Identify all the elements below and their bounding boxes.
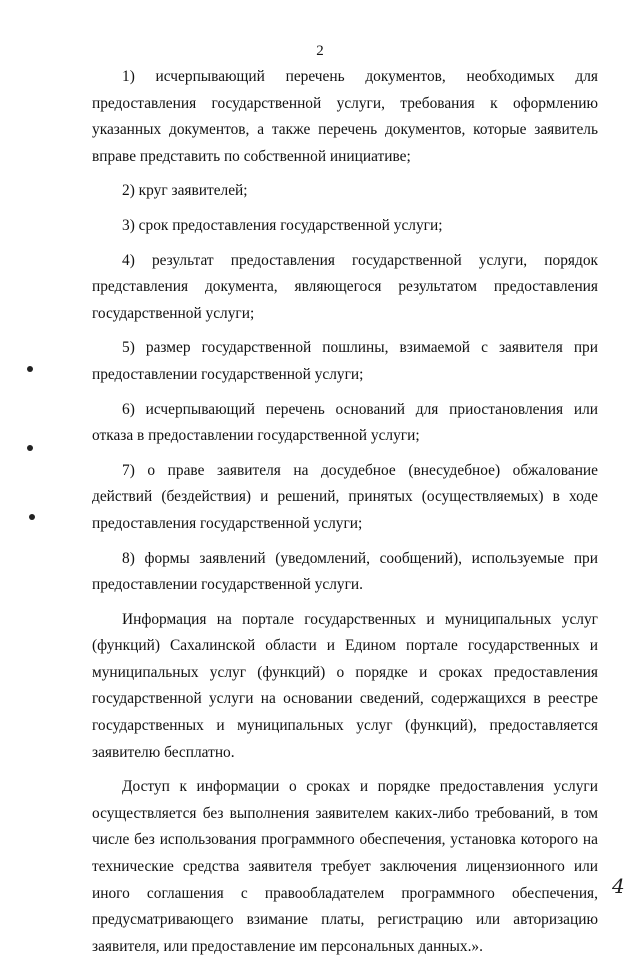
document-body (92, 64, 598, 968)
list-item-6: 6) исчерпывающий перечень оснований для приостановления или отказа в предоставлении государственной услуги; (92, 400, 598, 445)
list-item-4: 4) результат предоставления государственной услуги, порядок представления документа, являющегося результатом предоставления государственной услуги; (92, 251, 598, 322)
handwritten-sheet-number: 4 (612, 874, 625, 898)
binder-hole-mark-middle (27, 445, 33, 451)
access-info-paragraph: Доступ к информации о сроках и порядке предоставления услуги осуществляется без выполнения заявителем каких-либо требований, в том числе без использования программного обеспечения, установка которого на технические средства заявителя требует заключения лицензионного или иного соглашения с правообладателем программного обеспечения, предусматривающего взимание платы, регистрацию или авторизацию заявителя, или предоставление им персональных данных.». (92, 778, 598, 955)
list-item-2: 2) круг заявителей; (122, 182, 248, 200)
binder-hole-mark-bottom (29, 514, 35, 520)
list-item-8: 8) формы заявлений (уведомлений, сообщений), используемые при предоставлении государственной услуги. (92, 549, 598, 594)
binder-hole-mark-top (27, 366, 33, 372)
list-item-7: 7) о праве заявителя на досудебное (внесудебное) обжалование действий (бездействия) и решений, принятых (осуществляемых) в ходе предоставления государственной услуги; (92, 461, 598, 532)
page-number: 2 (316, 43, 324, 59)
list-item-3: 3) срок предоставления государственной услуги; (122, 216, 443, 234)
portal-info-paragraph: Информация на портале государственных и муниципальных услуг (функций) Сахалинской области и Едином портале государственных и муниципальных услуг (функций) о порядке и сроках предоставления государственной услуги на основании сведений, содержащихся в реестре государственных и муниципальных услуг (функций), предоставляется заявителю бесплатно. (92, 610, 598, 761)
list-item-1: 1) исчерпывающий перечень документов, необходимых для предоставления государственной услуги, требования к оформлению указанных документов, а также перечень документов, которые заявитель вправе представить по собственной инициативе; (92, 68, 598, 165)
list-item-5: 5) размер государственной пошлины, взимаемой с заявителя при предоставлении государственной услуги; (92, 339, 598, 383)
